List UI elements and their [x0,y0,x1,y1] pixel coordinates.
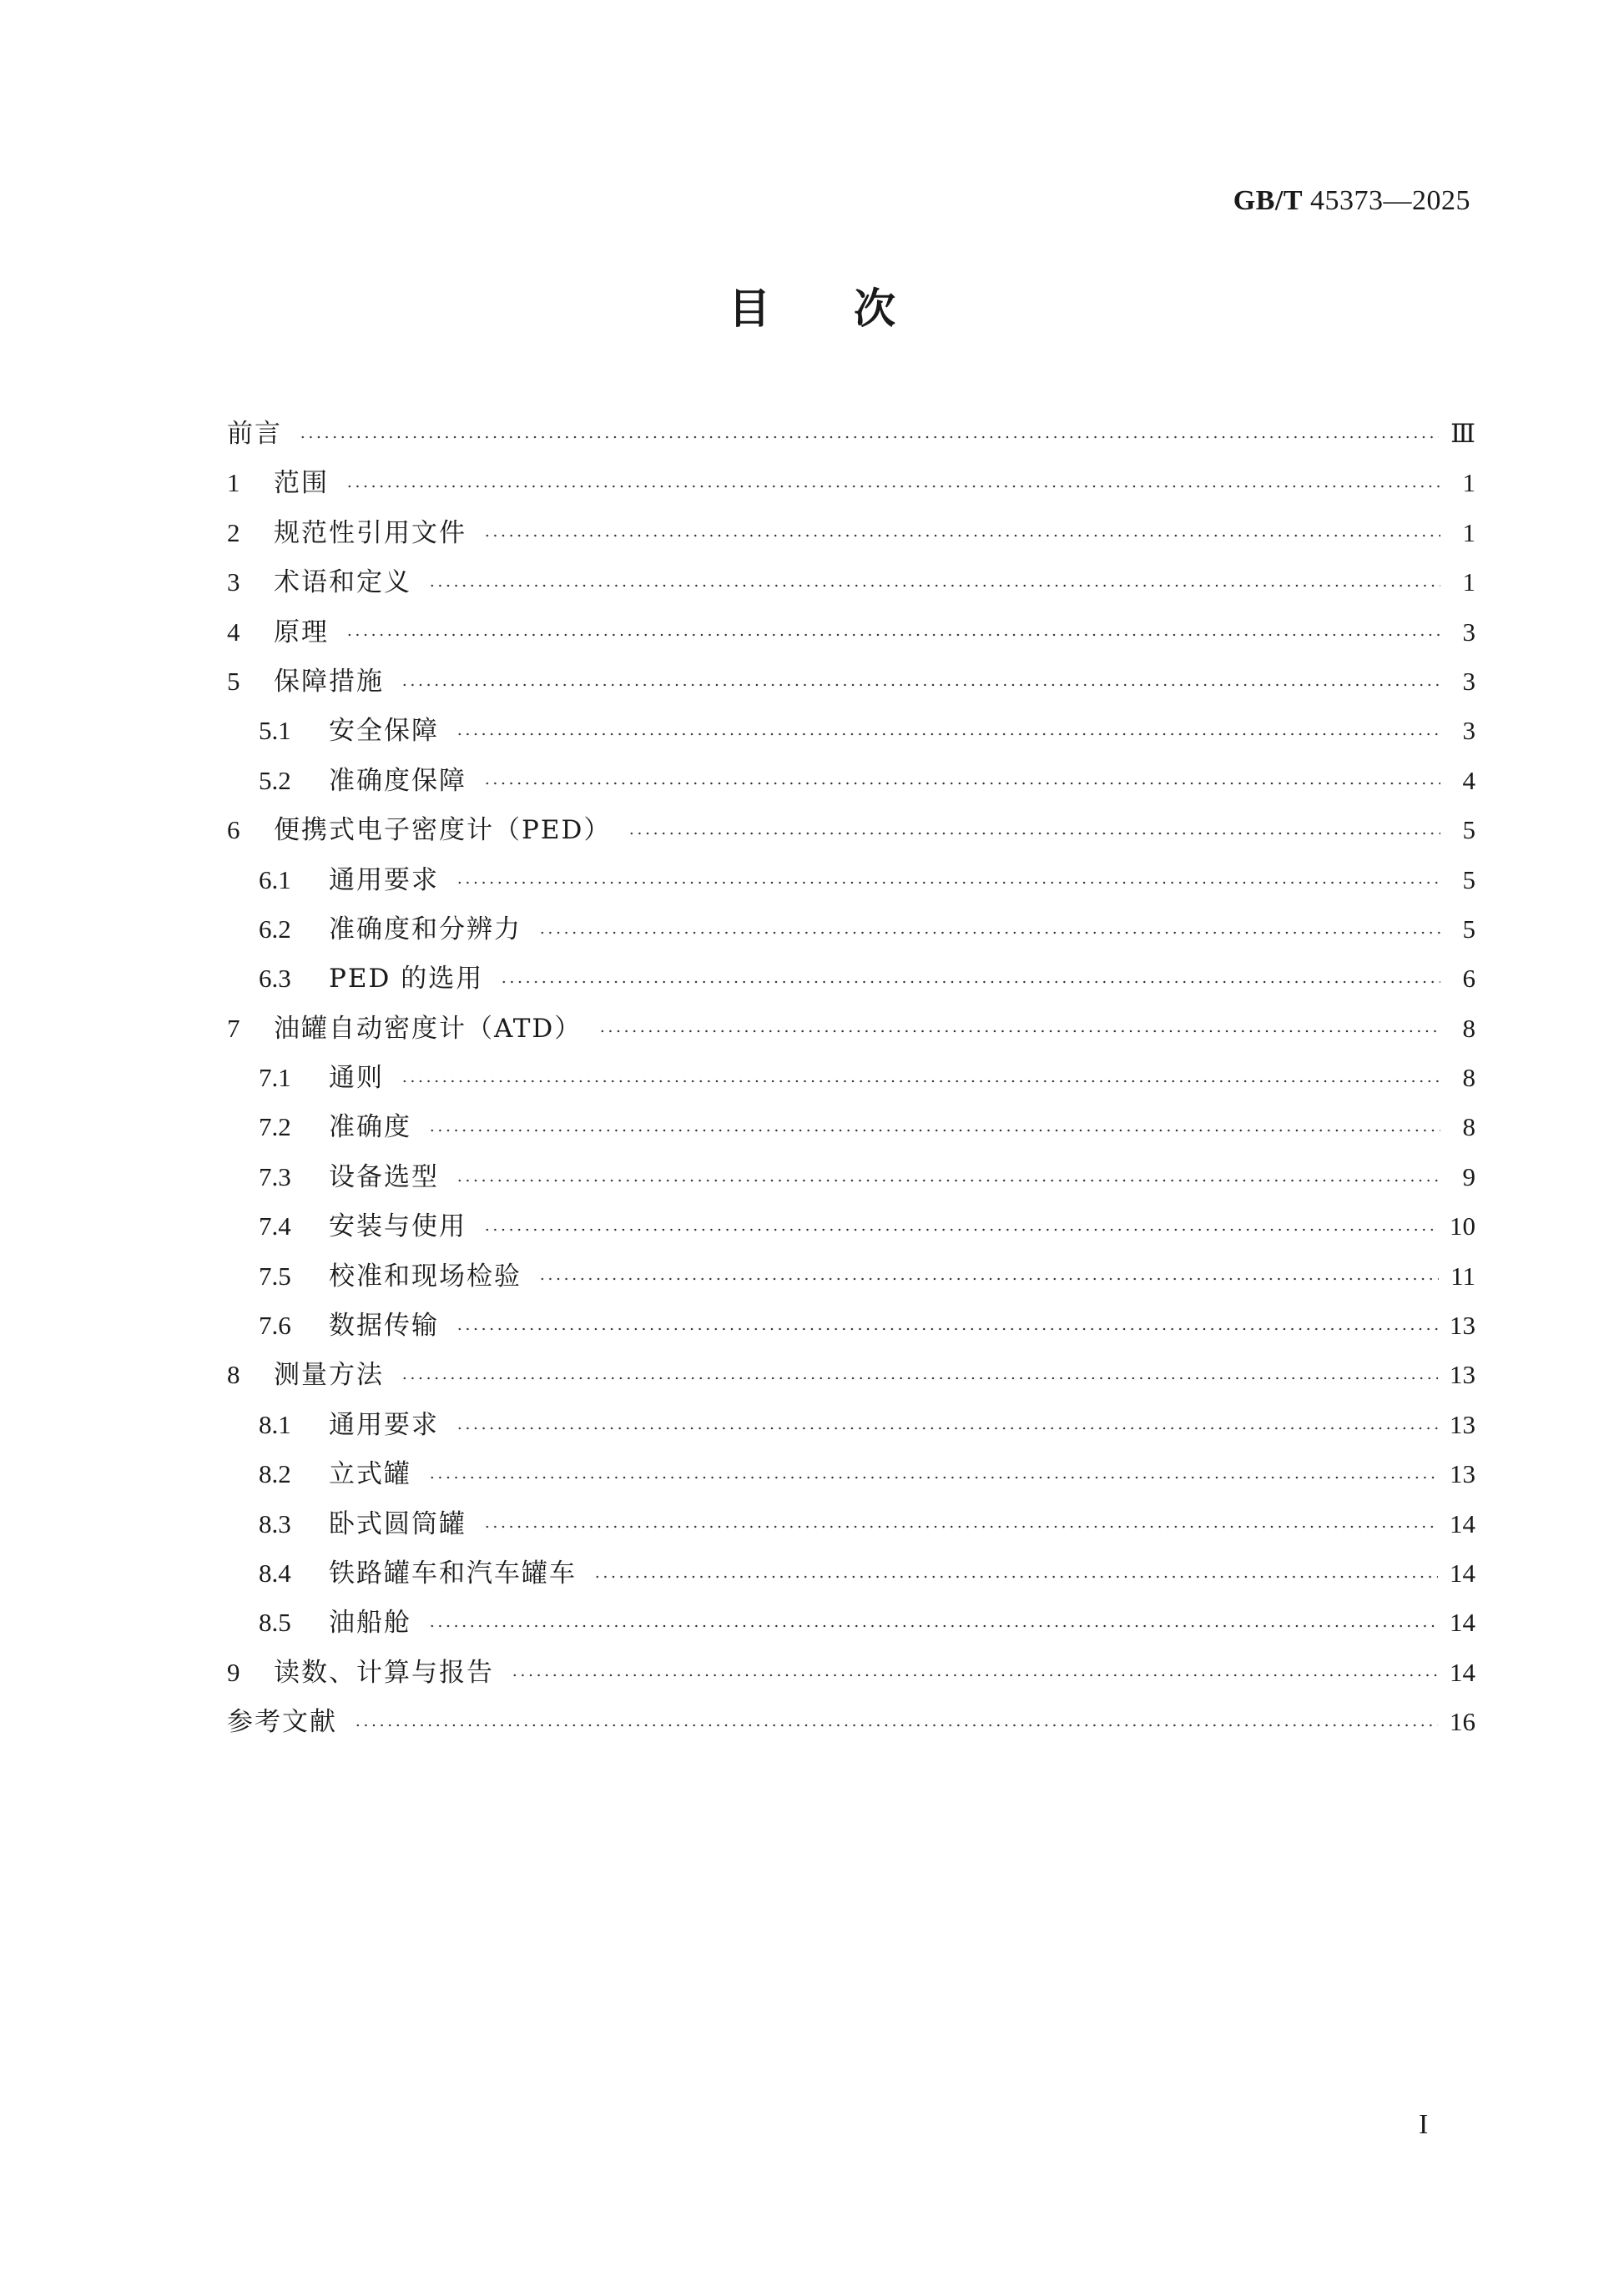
toc-entry-number: 5 [227,666,240,696]
toc-entry-label: 通用要求 [329,864,439,895]
toc-entry[interactable] [227,855,1475,904]
toc-entry-label: 校准和现场检验 [329,1261,522,1292]
toc-entry-page: 6 [1462,964,1475,994]
toc-entry-page: 8 [1462,1063,1475,1093]
toc-dot-leader [593,1575,1438,1578]
toc-entry-label: 测量方法 [274,1360,384,1391]
toc-entry[interactable] [227,607,1475,657]
toc-entry-page: 4 [1462,765,1475,795]
toc-entry-page: Ⅲ [1450,419,1475,448]
toc-entry-label: 安装与使用 [329,1211,467,1242]
toc-dot-leader [483,1228,1438,1231]
toc-entry-label: 设备选型 [329,1161,439,1192]
toc-entry-label: 通则 [329,1063,384,1094]
toc-entry-label: 安全保障 [329,716,439,747]
toc-entry-label: PED 的选用 [329,964,484,994]
standard-number: 45373—2025 [1310,185,1470,216]
toc-entry-page: 14 [1450,1657,1475,1687]
toc-entry-label: 卧式圆筒罐 [329,1508,467,1539]
page-title: 目次 [729,284,979,333]
toc-entry-number: 8.2 [259,1459,291,1489]
toc-entry-label: 参考文献 [227,1707,337,1738]
toc-entry-number: 7.4 [259,1211,291,1241]
toc-entry-number: 7.2 [259,1112,291,1142]
toc-entry-page: 5 [1462,914,1475,944]
toc-entry[interactable] [227,1102,1475,1151]
toc-entry-number: 6.2 [259,914,291,944]
toc-dot-leader [428,1476,1438,1479]
toc-entry[interactable] [227,1499,1475,1548]
toc-entry-label: 前言 [227,419,282,449]
toc-entry-number: 7.3 [259,1161,291,1191]
toc-dot-leader [483,1525,1438,1528]
toc-entry-label: 范围 [274,468,329,499]
toc-entry-number: 5.2 [259,765,291,795]
toc-entry-number: 7 [227,1013,240,1043]
toc-dot-leader [456,1427,1438,1430]
toc-entry[interactable] [227,1201,1475,1251]
toc-entry-number: 5.1 [259,716,291,746]
toc-entry[interactable] [227,954,1475,1003]
toc-dot-leader [538,1277,1439,1281]
toc-entry-number: 8.5 [259,1608,291,1638]
toc-entry[interactable] [227,1152,1475,1201]
toc-entry-label: 准确度和分辨力 [329,914,522,944]
toc-entry[interactable] [227,409,1475,458]
toc-entry-label: 铁路罐车和汽车罐车 [329,1558,577,1589]
toc-entry-label: 规范性引用文件 [274,517,467,548]
standard-prefix: GB/T [1233,185,1303,216]
toc-entry-page: 9 [1462,1161,1475,1191]
toc-entry-page: 8 [1462,1112,1475,1142]
toc-entry[interactable] [227,458,1475,507]
toc-entry[interactable] [227,657,1475,706]
toc-entry-label: 通用要求 [329,1409,439,1440]
toc-entry[interactable] [227,1004,1475,1053]
toc-entry-number: 8.4 [259,1558,291,1588]
toc-entry-page: 13 [1450,1311,1475,1341]
toc-entry[interactable] [227,1053,1475,1102]
toc-entry-number: 6.1 [259,864,291,894]
toc-entry-label: 准确度 [329,1112,411,1143]
toc-entry-number: 1 [227,468,240,498]
toc-entry-number: 8 [227,1360,240,1390]
toc-dot-leader [628,832,1440,835]
toc-entry-number: 6.3 [259,964,291,994]
toc-entry[interactable] [227,1648,1475,1697]
toc-entry-page: 14 [1450,1608,1475,1638]
toc-entry-page: 1 [1462,468,1475,498]
toc-entry-page: 8 [1462,1013,1475,1043]
toc-entry-page: 11 [1450,1261,1475,1291]
toc-entry-number: 7.6 [259,1311,291,1341]
toc-entry-label: 读数、计算与报告 [274,1657,494,1688]
toc-entry-number: 7.5 [259,1261,291,1291]
toc-dot-leader [401,1377,1438,1380]
toc-entry[interactable] [227,904,1475,954]
page-number: I [1419,2109,1429,2140]
toc-entry-label: 术语和定义 [274,567,411,598]
toc-dot-leader [456,733,1440,736]
toc-entry-number: 9 [227,1657,240,1687]
toc-entry[interactable] [227,756,1475,805]
toc-entry-page: 10 [1450,1211,1475,1241]
toc-entry[interactable] [227,1697,1475,1746]
toc-dot-leader [428,584,1440,587]
toc-dot-leader [511,1674,1438,1677]
toc-entry-label: 保障措施 [274,666,384,697]
toc-entry-page: 5 [1462,815,1475,845]
toc-entry[interactable] [227,1251,1475,1301]
toc-entry[interactable] [227,1400,1475,1449]
toc-entry-page: 14 [1450,1508,1475,1538]
toc-entry[interactable] [227,1598,1475,1647]
toc-entry-label: 油罐自动密度计（ATD） [274,1013,583,1044]
toc-dot-leader [401,1080,1440,1083]
toc-dot-leader [598,1030,1440,1033]
toc-entry-number: 3 [227,567,240,597]
toc-entry-label: 原理 [274,617,329,647]
toc-entry[interactable] [227,1548,1475,1598]
toc-dot-leader [483,534,1440,537]
toc-entry-page: 14 [1450,1558,1475,1588]
toc-entry[interactable] [227,1449,1475,1498]
toc-dot-leader [428,1129,1440,1132]
toc-entry[interactable] [227,557,1475,607]
toc-entry-number: 8.3 [259,1508,291,1538]
toc-entry-label: 数据传输 [329,1311,439,1342]
toc-entry[interactable] [227,1301,1475,1350]
toc-entry-number: 7.1 [259,1063,291,1093]
toc-dot-leader [500,980,1440,984]
toc-dot-leader [345,633,1440,637]
toc-dot-leader [354,1724,1438,1727]
toc-dot-leader [456,1179,1440,1182]
toc-entry-page: 3 [1462,617,1475,647]
toc-entry-page: 1 [1462,517,1475,547]
toc-entry-number: 2 [227,517,240,547]
toc-dot-leader [299,436,1439,439]
toc-entry-page: 3 [1462,666,1475,696]
toc-entry-page: 13 [1450,1459,1475,1489]
toc-entry-page: 13 [1450,1360,1475,1390]
toc-entry-label: 油船舱 [329,1608,411,1639]
toc-entry-page: 16 [1450,1707,1475,1737]
toc-entry[interactable] [227,805,1475,854]
table-of-contents [227,409,1475,1747]
toc-dot-leader [401,683,1440,687]
toc-dot-leader [538,931,1440,934]
standard-code [1233,185,1470,217]
toc-entry-label: 便携式电子密度计（PED） [274,815,612,846]
toc-entry-page: 5 [1462,864,1475,894]
toc-dot-leader [456,1327,1438,1331]
toc-dot-leader [456,881,1440,884]
toc-dot-leader [483,782,1440,785]
toc-dot-leader [345,485,1440,488]
toc-entry-page: 3 [1462,716,1475,746]
toc-entry-number: 6 [227,815,240,845]
toc-entry[interactable] [227,706,1475,755]
toc-entry-label: 立式罐 [329,1459,411,1490]
toc-entry[interactable] [227,508,1475,557]
toc-entry-label: 准确度保障 [329,765,467,796]
toc-dot-leader [428,1624,1438,1628]
toc-entry-page: 1 [1462,567,1475,597]
toc-entry-number: 4 [227,617,240,647]
toc-entry-number: 8.1 [259,1409,291,1439]
toc-entry[interactable] [227,1350,1475,1399]
toc-entry-page: 13 [1450,1409,1475,1439]
